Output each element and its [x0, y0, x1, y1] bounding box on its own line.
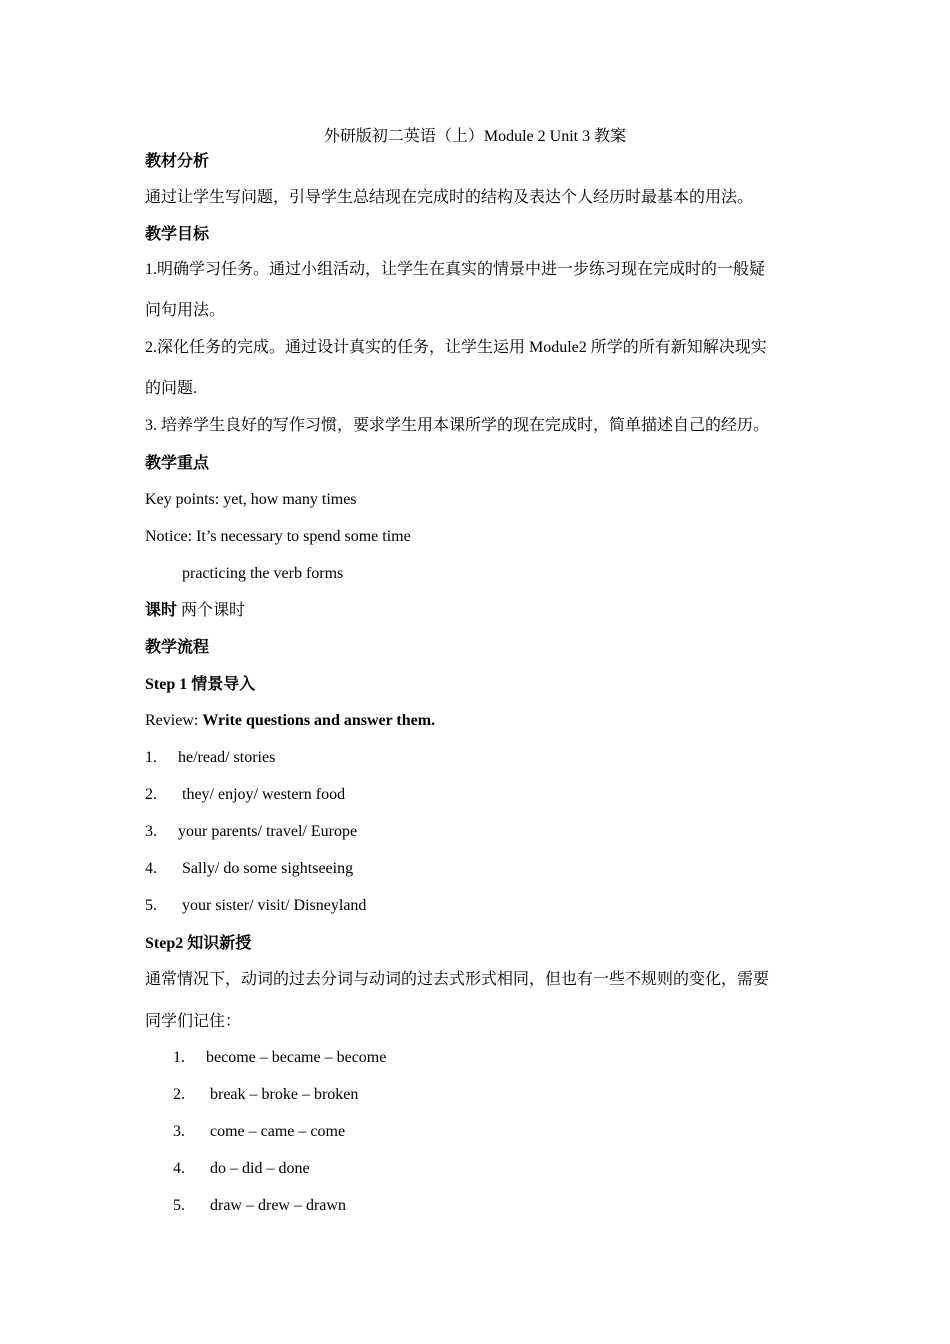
review-item-number: 5. [145, 897, 157, 914]
goal-2-line-1: 2.深化任务的完成。通过设计真实的任务，让学生运用 Module2 所学的所有新知解决现实 [145, 339, 767, 356]
key-heading: 教学重点 [145, 455, 210, 472]
verb-item-text: do – did – done [210, 1160, 310, 1177]
verb-item-number: 2. [173, 1086, 185, 1103]
review-item-text: they/ enjoy/ western food [182, 786, 346, 803]
review-item-text: he/read/ stories [178, 749, 276, 766]
period-line [145, 601, 245, 621]
review-item-text: your sister/ visit/ Disneyland [182, 897, 367, 914]
goal-1-line-1: 1.明确学习任务。通过小组活动，让学生在真实的情景中进一步练习现在完成时的一般疑 [145, 261, 766, 278]
notice-line-2: practicing the verb forms [182, 565, 344, 582]
step-1-heading: Step 1 情景导入 [145, 676, 256, 693]
verb-item-text: break – broke – broken [210, 1086, 359, 1103]
period-value: 两个课时 [177, 602, 246, 619]
period-label: 课时 [145, 602, 178, 619]
review-item-text: your parents/ travel/ Europe [178, 823, 358, 840]
review-label: Review: [145, 712, 203, 729]
verb-item-number: 1. [173, 1049, 185, 1066]
review-item-number: 1. [145, 749, 157, 766]
verb-item-text: become – became – become [206, 1049, 387, 1066]
analysis-heading: 教材分析 [145, 153, 210, 170]
goal-1-line-2: 问句用法。 [145, 302, 226, 319]
key-points: Key points: yet, how many times [145, 491, 357, 508]
verb-item-text: come – came – come [210, 1123, 346, 1140]
step-2-text-line-2: 同学们记住： [145, 1013, 242, 1030]
goal-2-line-2: 的问题. [145, 380, 198, 397]
analysis-text: 通过让学生写问题，引导学生总结现在完成时的结构及表达个人经历时最基本的用法。 [145, 189, 754, 206]
goals-heading: 教学目标 [145, 226, 210, 243]
verb-item-text: draw – drew – drawn [210, 1197, 346, 1214]
review-item-number: 3. [145, 823, 157, 840]
verb-item-number: 4. [173, 1160, 185, 1177]
verb-item-number: 3. [173, 1123, 185, 1140]
step-2-text-line-1: 通常情况下，动词的过去分词与动词的过去式形式相同，但也有一些不规则的变化，需要 [145, 971, 770, 988]
step-2-heading: Step2 知识新授 [145, 935, 252, 952]
flow-heading: 教学流程 [145, 639, 210, 656]
notice-line-1: Notice: It’s necessary to spend some time [145, 528, 411, 545]
review-item-number: 2. [145, 786, 157, 803]
review-item-number: 4. [145, 860, 157, 877]
review-line [145, 711, 435, 731]
verb-item-number: 5. [173, 1197, 185, 1214]
review-task: Write questions and answer them. [202, 712, 436, 729]
document-title: 外研版初二英语（上）Module 2 Unit 3 教案 [323, 128, 627, 145]
goal-3: 3. 培养学生良好的写作习惯，要求学生用本课所学的现在完成时，简单描述自己的经历。 [145, 417, 770, 434]
review-item-text: Sally/ do some sightseeing [182, 860, 354, 877]
